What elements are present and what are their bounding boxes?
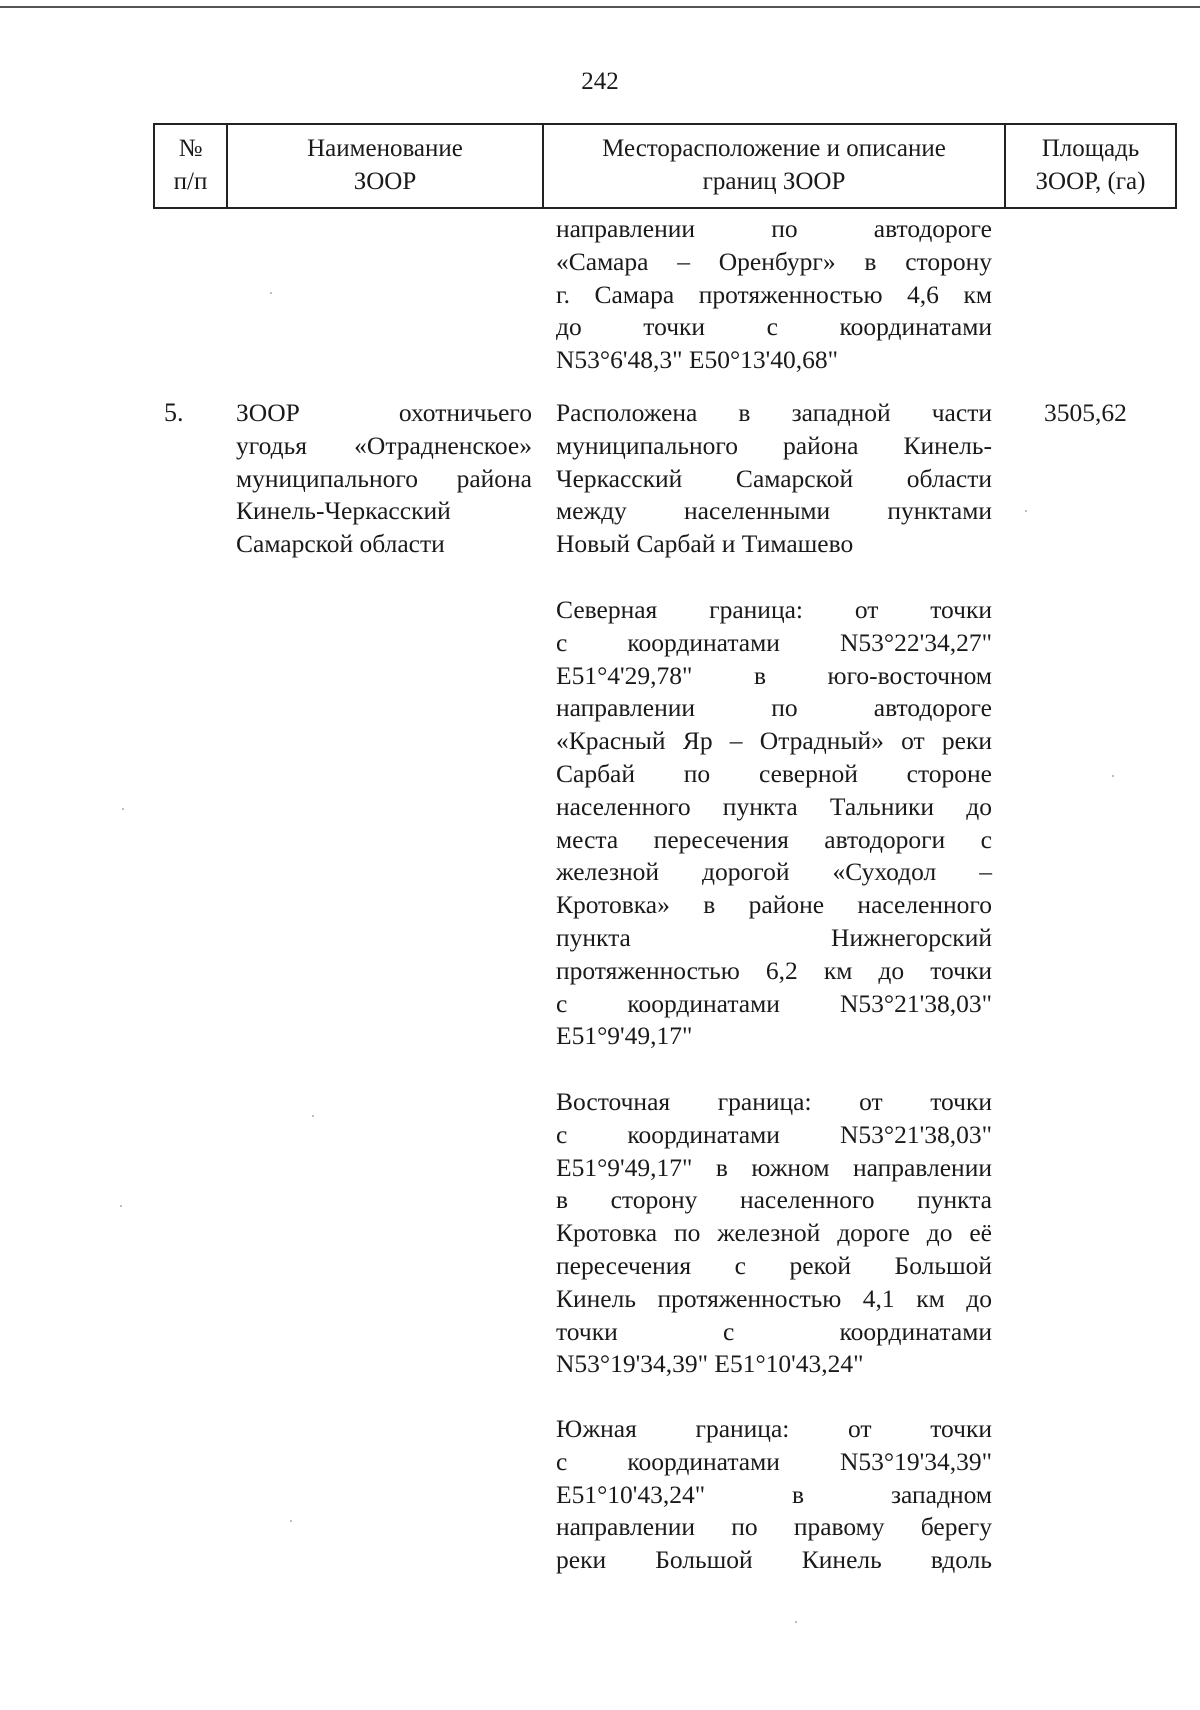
text-line: Южная граница: от точки: [556, 1414, 992, 1443]
top-border-line: [0, 6, 1200, 8]
text-line: в сторону населенного пункта: [556, 1185, 992, 1215]
text-line: Новый Сарбай и Тимашево: [556, 529, 854, 559]
text-line: N53°6'48,3" E50°13'40,68": [556, 345, 839, 375]
south-boundary: [556, 1413, 992, 1577]
text-line: до точки с координатами: [556, 312, 992, 342]
scan-speck: [312, 1115, 314, 1117]
text-line: Северная граница: от точки: [556, 595, 992, 624]
text-line: направлении по автодороге: [556, 214, 992, 243]
continuation-description: [556, 213, 992, 377]
name-line: Кинель-Черкасский: [236, 496, 451, 526]
text-line: с координатами N53°19'34,39": [556, 1446, 992, 1476]
scan-speck: [270, 292, 272, 294]
text-line: E51°4'29,78" в юго-восточном: [556, 660, 992, 690]
name-line: муниципального района: [236, 463, 532, 493]
north-boundary: [556, 594, 992, 1053]
text-line: «Самара – Оренбург» в сторону: [556, 246, 992, 276]
scan-speck: [1025, 510, 1027, 512]
text-line: Сарбай по северной стороне: [556, 758, 992, 788]
text-line: между населенными пунктами: [556, 496, 992, 526]
text-line: направлении по правому берегу: [556, 1512, 992, 1542]
text-line: Кротовка» в районе населенного: [556, 890, 992, 920]
text-line: населенного пункта Тальники до: [556, 791, 992, 821]
text-line: Расположена в западной части: [556, 398, 992, 427]
text-line: реки Большой Кинель вдоль: [556, 1545, 992, 1575]
header-name: Наименование ЗООР: [228, 125, 544, 207]
scan-speck: [795, 1621, 797, 1623]
text-line: Восточная граница: от точки: [556, 1087, 992, 1116]
scan-speck: [120, 1205, 122, 1207]
text-line: с координатами N53°22'34,27": [556, 627, 992, 657]
text-line: E51°9'49,17": [556, 1021, 693, 1051]
text-line: направлении по автодороге: [556, 693, 992, 723]
text-line: Черкасский Самарской области: [556, 463, 992, 493]
text-line: пункта Нижнегорский: [556, 922, 992, 952]
scan-speck: [1112, 775, 1114, 777]
text-line: точки с координатами: [556, 1316, 992, 1346]
text-line: протяженностью 6,2 км до точки: [556, 955, 992, 985]
text-line: пересечения с рекой Большой: [556, 1250, 992, 1280]
row-area: 3505,62: [1044, 398, 1127, 427]
text-line: «Красный Яр – Отрадный» от реки: [556, 726, 992, 756]
name-line: Самарской области: [236, 529, 445, 559]
text-line: железной дорогой «Суходол –: [556, 857, 992, 887]
header-location: Месторасположение и описание границ ЗООР: [544, 125, 1006, 207]
text-line: с координатами N53°21'38,03": [556, 1119, 992, 1149]
row-number: 5.: [164, 398, 184, 427]
table-header: [153, 123, 1177, 209]
east-boundary: [556, 1086, 992, 1381]
scan-speck: [122, 808, 124, 810]
header-number: № п/п: [155, 125, 228, 207]
page-number: 242: [581, 68, 619, 95]
name-line: угодья «Отрадненское»: [236, 430, 532, 460]
text-line: E51°9'49,17" в южном направлении: [556, 1152, 992, 1182]
text-line: с координатами N53°21'38,03": [556, 988, 992, 1018]
intro-description: [556, 397, 992, 561]
scan-speck: [290, 1520, 292, 1522]
name-line: ЗООР охотничьего: [236, 398, 532, 427]
text-line: Кинель протяженностью 4,1 км до: [556, 1283, 992, 1313]
text-line: E51°10'43,24" в западном: [556, 1479, 992, 1509]
text-line: г. Самара протяженностью 4,6 км: [556, 279, 992, 309]
text-line: места пересечения автодороги с: [556, 824, 992, 854]
header-area: Площадь ЗООР, (га): [1035, 135, 1146, 195]
text-line: муниципального района Кинель-: [556, 430, 992, 460]
row-name: [236, 397, 532, 561]
text-line: Кротовка по железной дороге до её: [556, 1218, 992, 1248]
text-line: N53°19'34,39" E51°10'43,24": [556, 1349, 864, 1379]
